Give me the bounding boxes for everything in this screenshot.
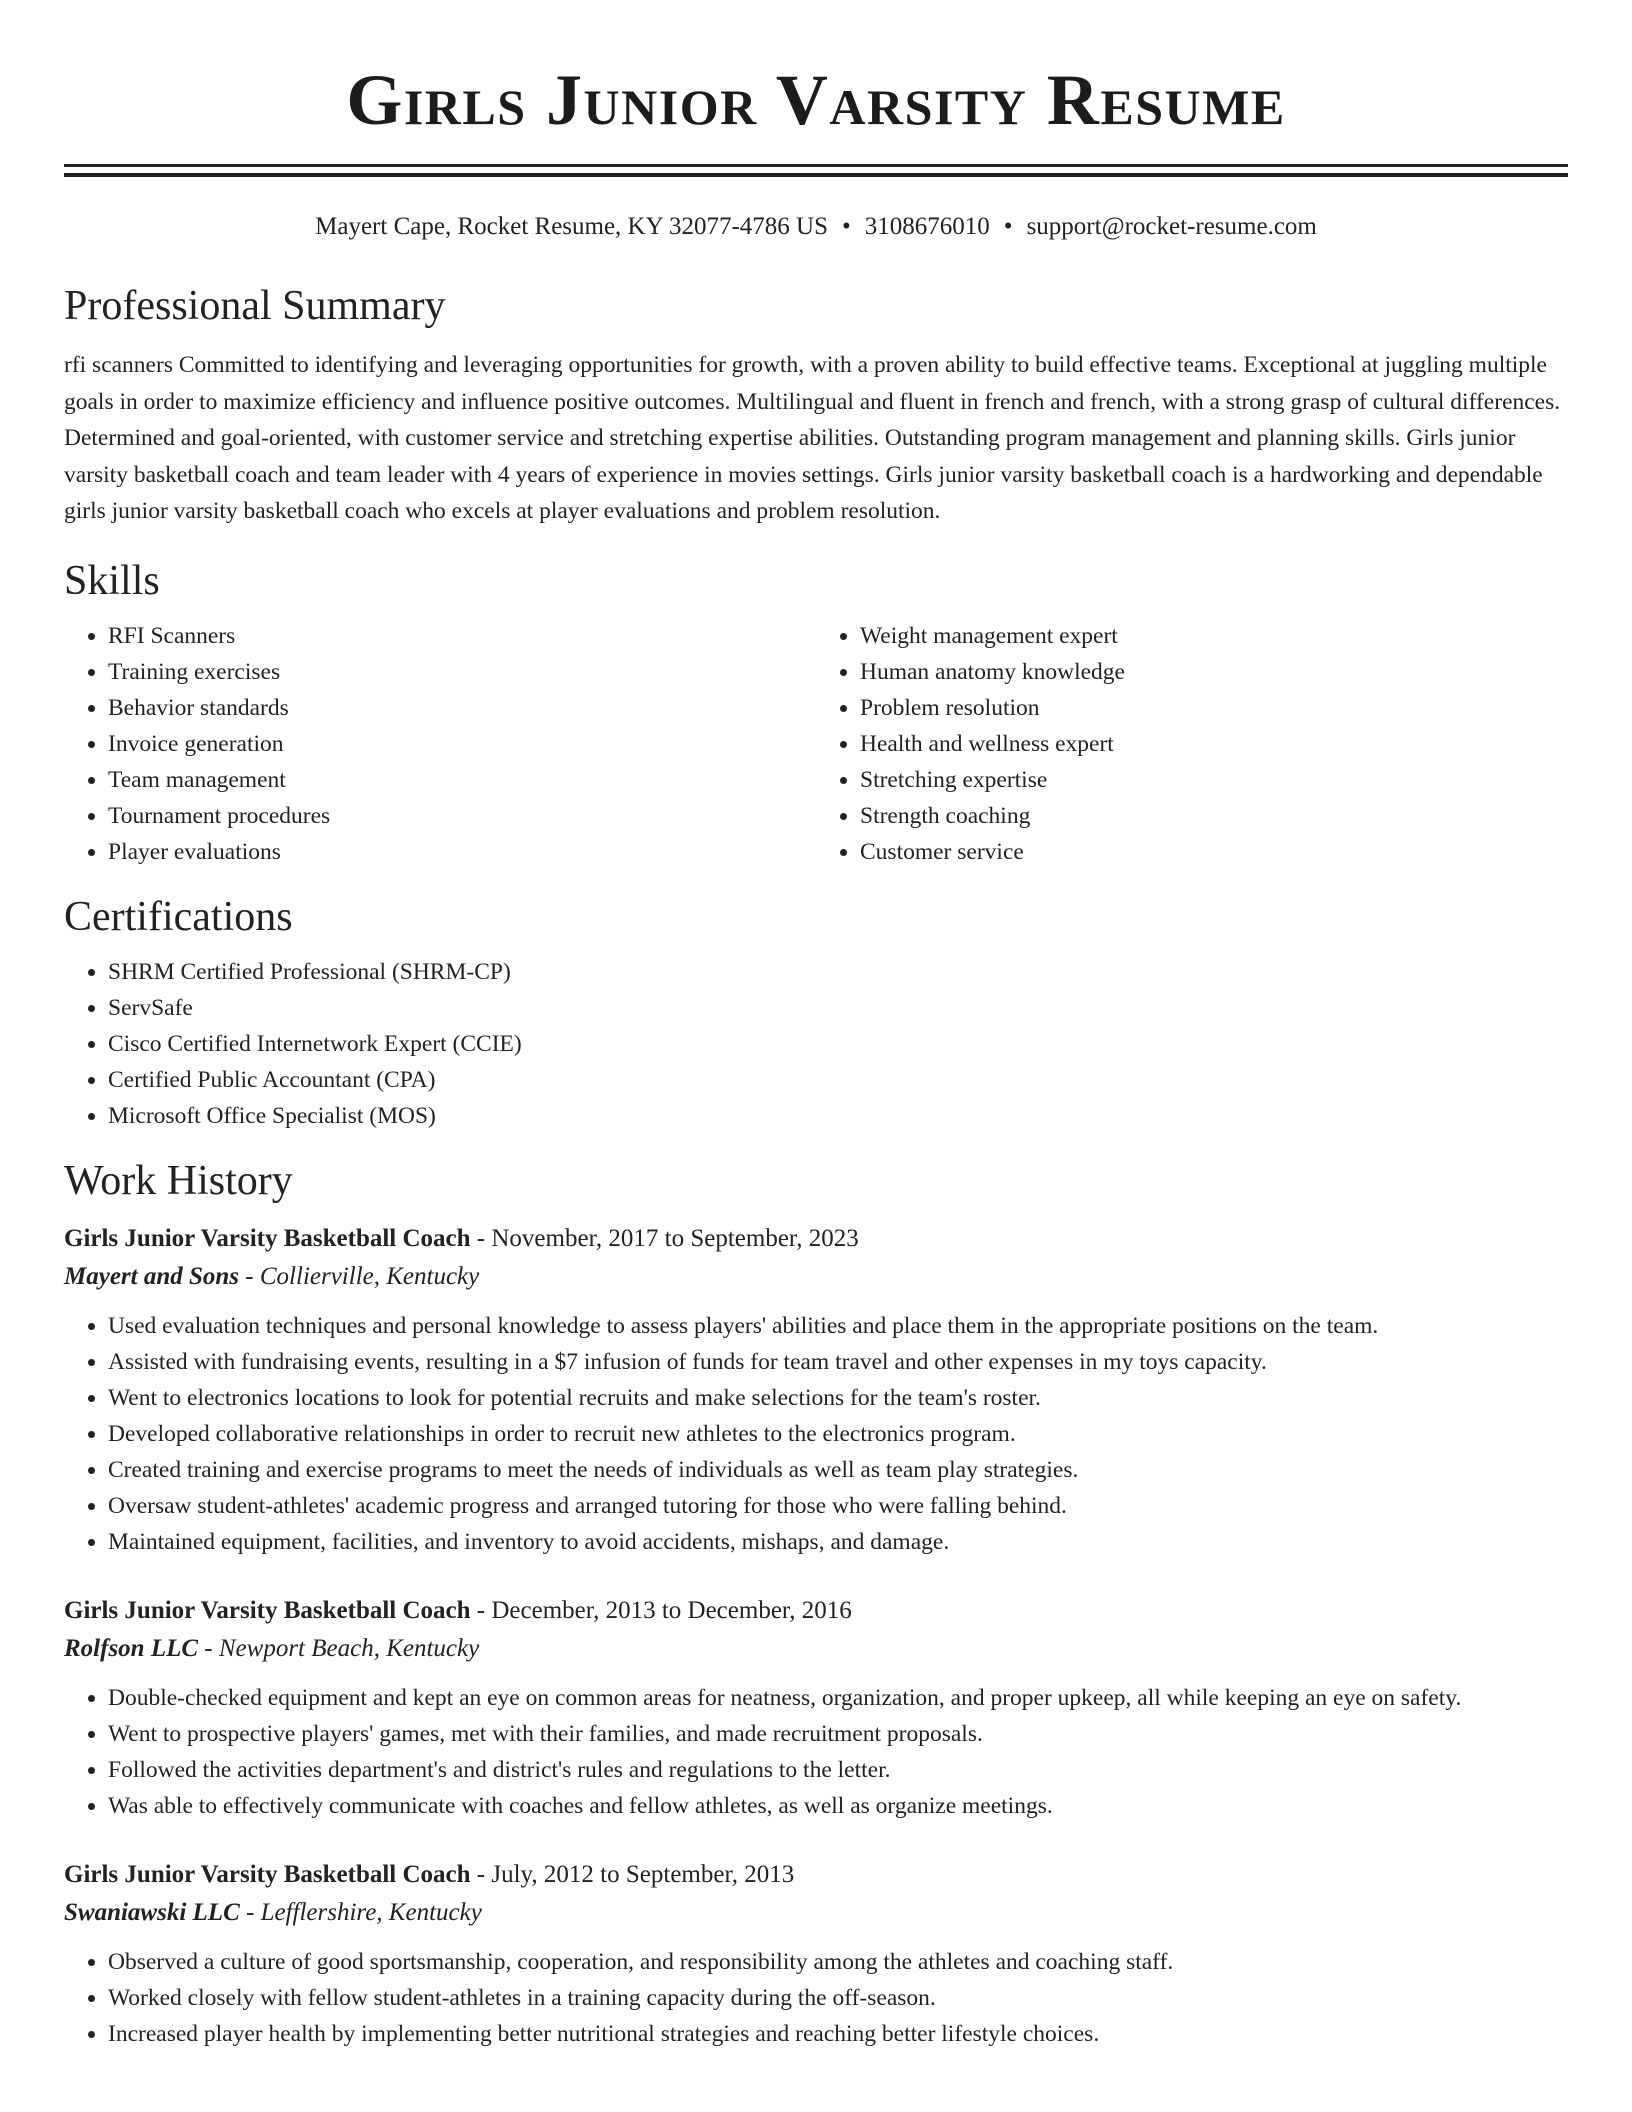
job-location: - Collierville, Kentucky (245, 1262, 480, 1290)
skills-heading: Skills (64, 557, 160, 604)
skill-item: • Human anatomy knowledge (860, 654, 1568, 690)
skills-column-left (64, 618, 816, 870)
job-title: Girls Junior Varsity Basketball Coach (64, 1224, 471, 1252)
job-bullets (64, 1308, 1568, 1560)
job-bullet: • Created training and exercise programs to meet the needs of individuals as well as team play strategies. (108, 1452, 1568, 1488)
job-bullet: • Was able to effectively communicate with coaches and fellow athletes, as well as organize meetings. (108, 1788, 1568, 1824)
job-entry (64, 1592, 1568, 1824)
job-bullets (64, 1680, 1568, 1824)
certifications-heading: Certifications (64, 893, 293, 940)
certification-item: • Microsoft Office Specialist (MOS) (108, 1098, 1568, 1134)
job-bullet: • Went to prospective players' games, met with their families, and made recruitment proposals. (108, 1716, 1568, 1752)
skill-item: • Behavior standards (108, 690, 816, 726)
summary-text: rfi scanners Committed to identifying and leveraging opportunities for growth, with a proven ability to build effective teams. Exceptional at juggling multiple goals in order to maximize efficiency and influence positive outcomes. Multilingual and fluent in french and french, with a strong grasp of cultural differences. Determined and goal-oriented, with customer service and stretching expertise abilities. Outstanding program management and planning skills. Girls junior varsity basketball coach and team leader with 4 years of experience in movies settings. Girls junior varsity basketball coach is a hardworking and dependable girls junior varsity basketball coach who excels at player evaluations and problem resolution. (64, 352, 1561, 524)
job-bullet: • Developed collaborative relationships in order to recruit new athletes to the electronics program. (108, 1416, 1568, 1452)
job-entry (64, 1220, 1568, 1560)
job-company-line (64, 1258, 1568, 1296)
skill-item: • Health and wellness expert (860, 726, 1568, 762)
skill-item: • Team management (108, 762, 816, 798)
contact-separator: • (842, 213, 851, 240)
job-company: Rolfson LLC (64, 1634, 199, 1662)
resume-title: Girls Junior Varsity Resume (346, 60, 1286, 140)
skill-item: • Player evaluations (108, 834, 816, 870)
skill-item: • Strength coaching (860, 798, 1568, 834)
job-dates: - December, 2013 to December, 2016 (476, 1596, 852, 1624)
skills-list (64, 618, 1568, 870)
title-rule-bottom (64, 173, 1568, 177)
job-bullet: • Used evaluation techniques and personal knowledge to assess players' abilities and place them in the appropriate positions on the team. (108, 1308, 1568, 1344)
certification-item: • ServSafe (108, 990, 1568, 1026)
job-company: Mayert and Sons (64, 1262, 240, 1290)
skill-item: • Invoice generation (108, 726, 816, 762)
skill-item: • Problem resolution (860, 690, 1568, 726)
job-bullet: • Maintained equipment, facilities, and inventory to avoid accidents, mishaps, and damage. (108, 1524, 1568, 1560)
skill-item: • Training exercises (108, 654, 816, 690)
skill-item: • Stretching expertise (860, 762, 1568, 798)
skill-item: • Weight management expert (860, 618, 1568, 654)
certifications-list (64, 954, 1568, 1134)
job-bullets (64, 1944, 1568, 2052)
work-history-heading: Work History (64, 1157, 293, 1204)
contact-address: Mayert Cape, Rocket Resume, KY 32077-4786 US (315, 213, 829, 240)
job-bullet: • Observed a culture of good sportsmanship, cooperation, and responsibility among the athletes and coaching staff. (108, 1944, 1568, 1980)
job-title: Girls Junior Varsity Basketball Coach (64, 1596, 471, 1624)
contact-email: support@rocket-resume.com (1026, 213, 1317, 240)
summary-heading: Professional Summary (64, 283, 446, 329)
skill-item: • RFI Scanners (108, 618, 816, 654)
job-company-line (64, 1630, 1568, 1668)
job-title-line (64, 1592, 1568, 1630)
job-bullet: • Oversaw student-athletes' academic progress and arranged tutoring for those who were falling behind. (108, 1488, 1568, 1524)
certification-item: • SHRM Certified Professional (SHRM-CP) (108, 954, 1568, 990)
job-dates: - November, 2017 to September, 2023 (476, 1224, 859, 1252)
skills-column-right (816, 618, 1568, 870)
contact-separator: • (1003, 213, 1013, 240)
job-bullet: • Increased player health by implementing better nutritional strategies and reaching better lifestyle choices. (108, 2016, 1568, 2052)
contact-line (64, 211, 1568, 243)
job-company: Swaniawski LLC (64, 1898, 240, 1926)
job-location: - Lefflershire, Kentucky (246, 1898, 482, 1926)
skill-item: • Tournament procedures (108, 798, 816, 834)
certification-item: • Cisco Certified Internetwork Expert (CCIE) (108, 1026, 1568, 1062)
job-bullet: • Followed the activities department's and district's rules and regulations to the letter. (108, 1752, 1568, 1788)
contact-phone: 3108676010 (864, 213, 990, 240)
job-title: Girls Junior Varsity Basketball Coach (64, 1860, 471, 1888)
job-bullet: • Assisted with fundraising events, resulting in a $7 infusion of funds for team travel and other expenses in my toys capacity. (108, 1344, 1568, 1380)
job-location: - Newport Beach, Kentucky (204, 1634, 480, 1662)
skill-item: • Customer service (860, 834, 1568, 870)
job-title-line (64, 1220, 1568, 1258)
job-dates: - July, 2012 to September, 2013 (476, 1860, 795, 1888)
job-title-line (64, 1856, 1568, 1894)
job-company-line (64, 1894, 1568, 1932)
certification-item: • Certified Public Accountant (CPA) (108, 1062, 1568, 1098)
job-entry (64, 1856, 1568, 2052)
job-bullet: • Double-checked equipment and kept an eye on common areas for neatness, organization, and proper upkeep, all while keeping an eye on safety. (108, 1680, 1568, 1716)
job-bullet: • Went to electronics locations to look for potential recruits and make selections for the team's roster. (108, 1380, 1568, 1416)
job-bullet: • Worked closely with fellow student-athletes in a training capacity during the off-season. (108, 1980, 1568, 2016)
